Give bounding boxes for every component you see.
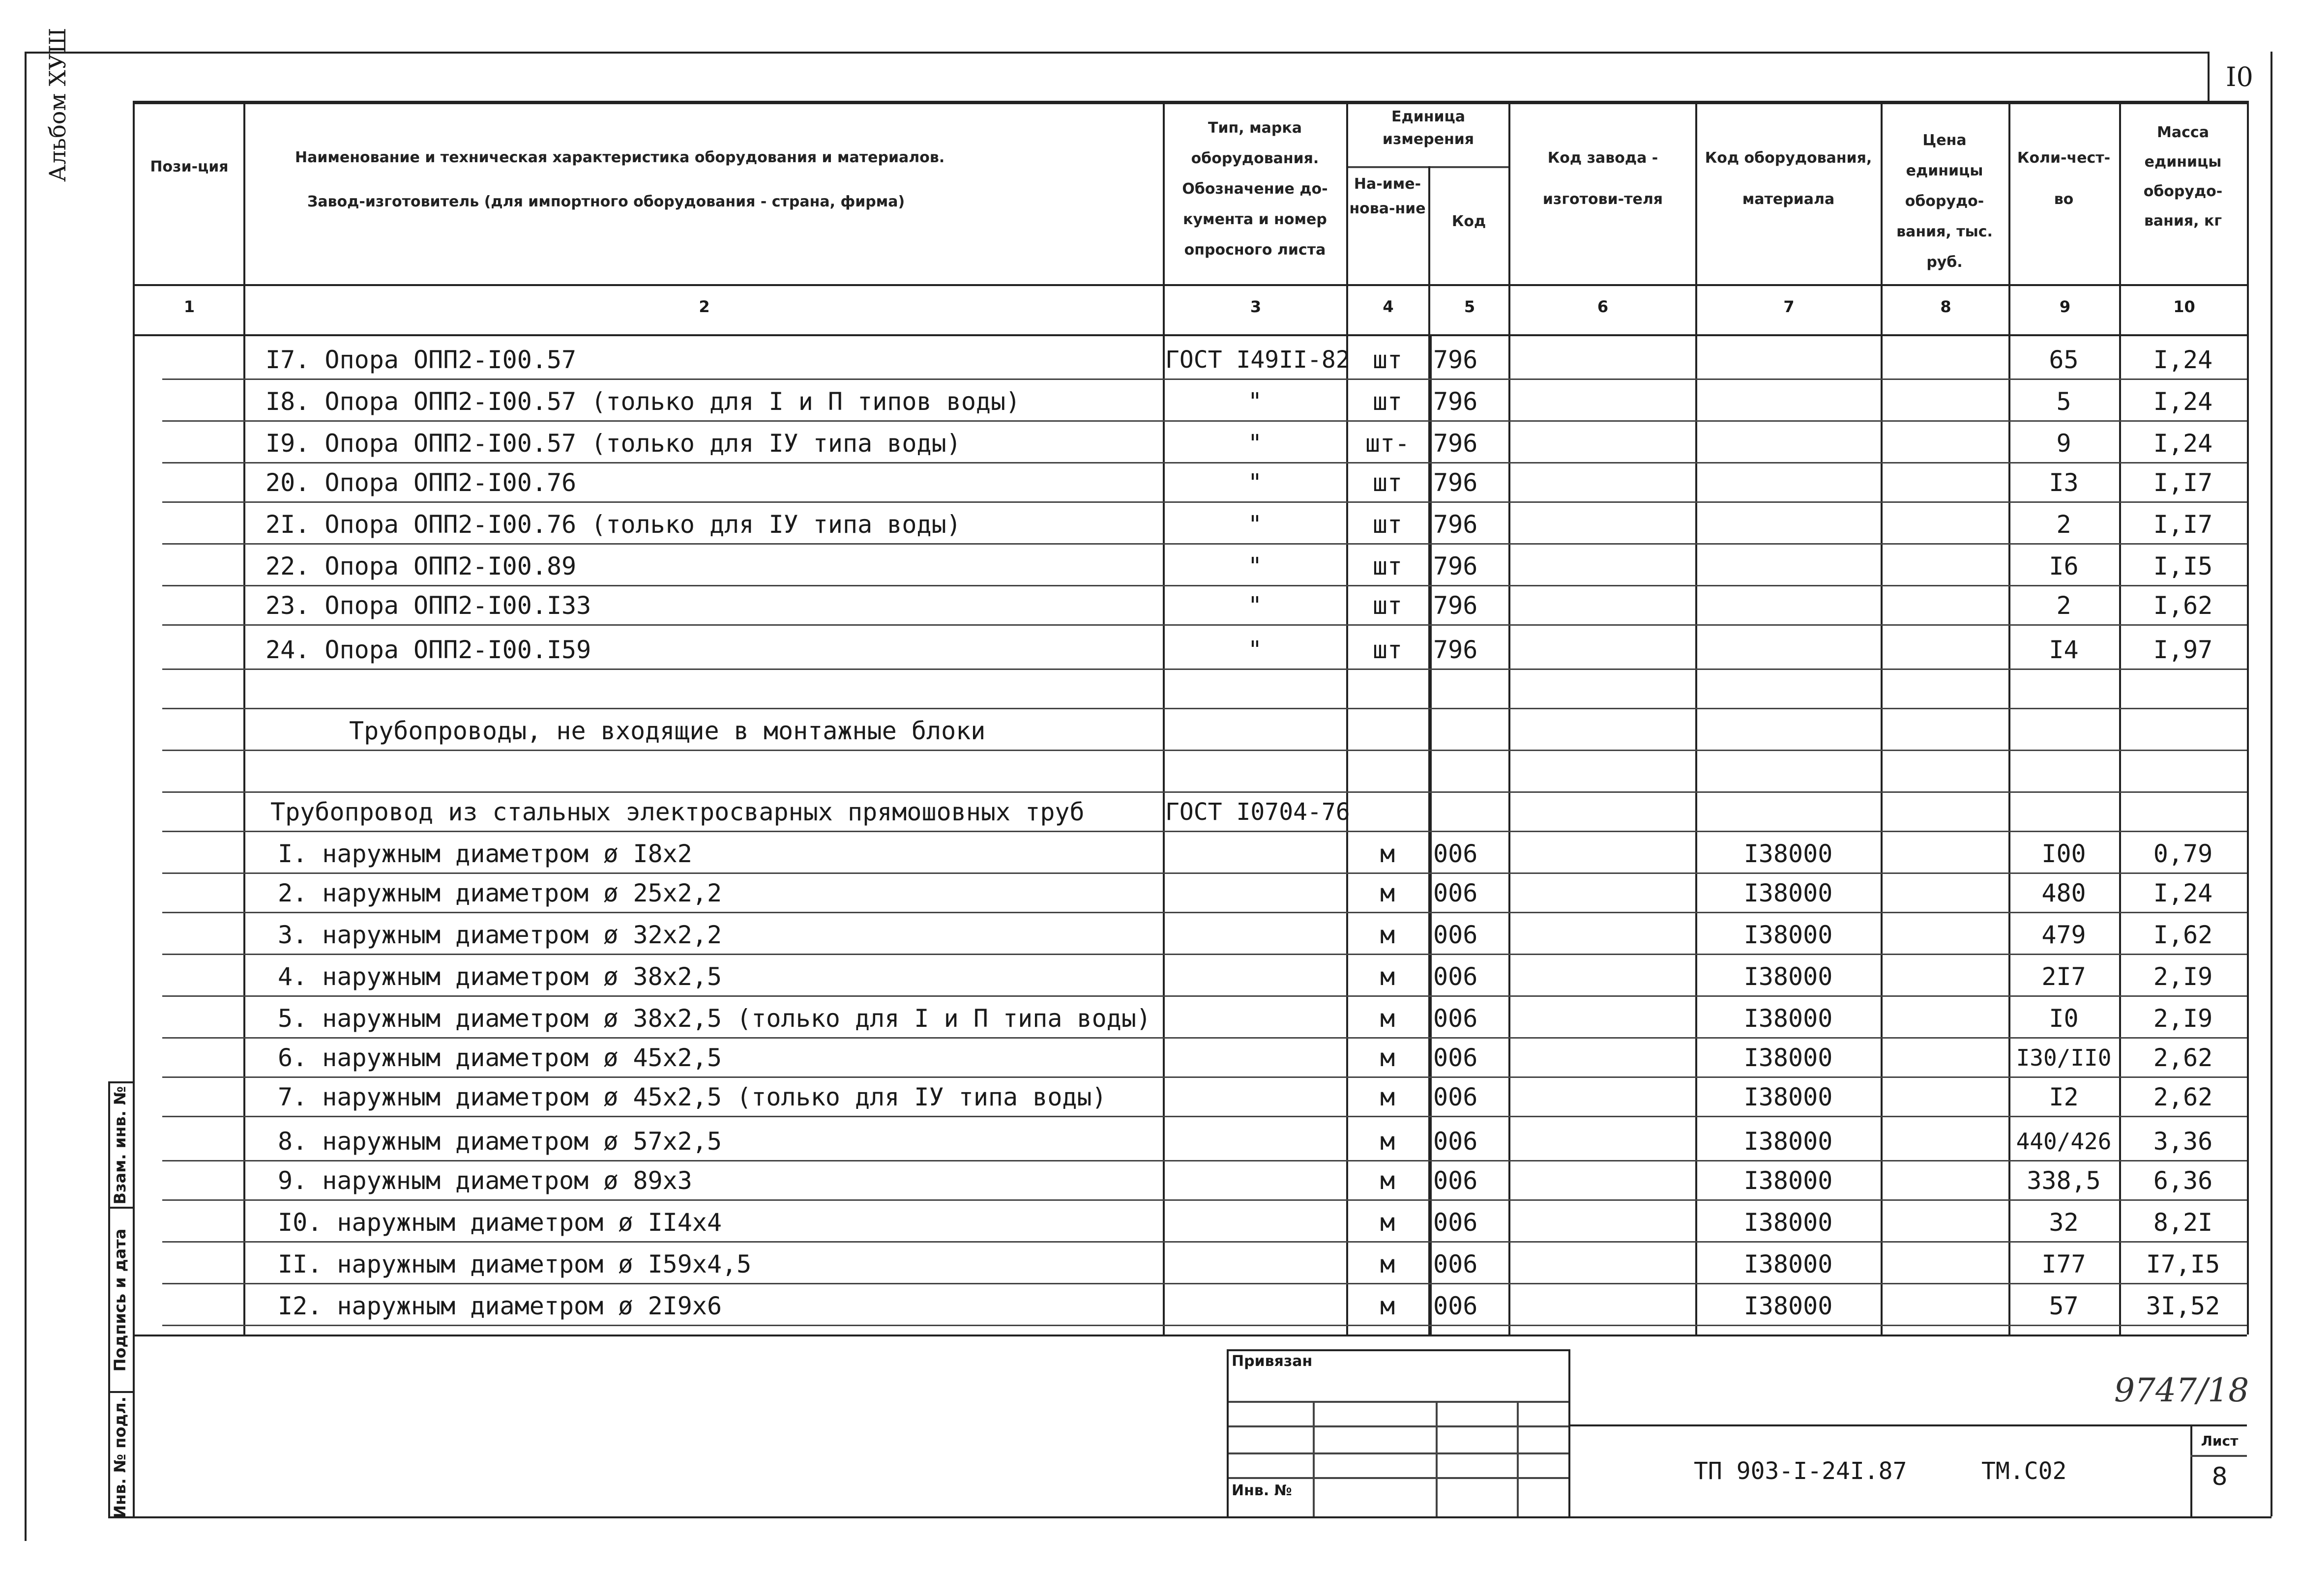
cell-name: I0. наружным диаметром ø II4x4 bbox=[278, 1208, 722, 1237]
row-divider bbox=[162, 995, 2247, 997]
tb-sheet-line bbox=[2190, 1455, 2247, 1457]
cell-code: 006 bbox=[1433, 1292, 1478, 1320]
col-line-9 bbox=[2119, 101, 2121, 1335]
cell-code: 006 bbox=[1433, 962, 1478, 991]
cell-qty: 65 bbox=[2049, 346, 2079, 374]
hdr-mass: Масса единицы оборудо-вания, кг bbox=[2143, 124, 2223, 230]
cell-equip: I38000 bbox=[1743, 962, 1833, 991]
cell-mass: 3I,52 bbox=[2146, 1292, 2220, 1320]
tb-v0 bbox=[1227, 1349, 1229, 1516]
cell-qty: 9 bbox=[2056, 429, 2071, 458]
cell-qty: I2 bbox=[2049, 1083, 2079, 1111]
cell-qty: 57 bbox=[2049, 1292, 2079, 1320]
row-divider bbox=[162, 1116, 2247, 1117]
row-divider bbox=[162, 668, 2247, 670]
cell-name: 2I. Опора ОПП2-I00.76 (только для IУ типа воды) bbox=[265, 510, 961, 539]
cell-unit: м bbox=[1380, 1250, 1395, 1278]
cell-doc: " bbox=[1248, 592, 1262, 619]
cell-equip: I38000 bbox=[1743, 1083, 1833, 1111]
cell-equip: I38000 bbox=[1743, 1044, 1833, 1072]
col-num-9: 9 bbox=[2059, 297, 2071, 316]
row-divider bbox=[162, 462, 2247, 464]
cell-mass: I,97 bbox=[2153, 636, 2213, 664]
cell-code: 796 bbox=[1433, 429, 1478, 458]
sidebar-vzam: Взам. инв. № bbox=[111, 1086, 129, 1205]
tb-h5 bbox=[1568, 1424, 2247, 1426]
row-divider bbox=[162, 378, 2247, 380]
col-line-2 bbox=[1163, 101, 1165, 1335]
cell-unit: м bbox=[1380, 1292, 1395, 1320]
cell-code: 006 bbox=[1433, 1166, 1478, 1195]
hdr-name-line2: Завод-изготовитель (для импортного оборудования - страна, фирма) bbox=[307, 193, 905, 210]
row-divider bbox=[162, 791, 2247, 793]
cell-mass: I,I5 bbox=[2153, 552, 2213, 580]
cell-unit: шт bbox=[1372, 510, 1403, 539]
hdr-unit-name: На-име-нова-ние bbox=[1349, 175, 1426, 217]
cell-unit: шт bbox=[1372, 387, 1403, 416]
stamp-sheet-no: 8 bbox=[2212, 1462, 2228, 1491]
cell-qty: 440/426 bbox=[2016, 1128, 2112, 1155]
stamp-bound: Привязан bbox=[1232, 1353, 1313, 1370]
col-num-5: 5 bbox=[1464, 297, 1475, 316]
cell-equip: I38000 bbox=[1743, 840, 1833, 868]
hdr-unit-code: Код bbox=[1451, 213, 1486, 230]
header-bottom bbox=[133, 284, 2247, 286]
cell-code: 796 bbox=[1433, 510, 1478, 539]
cell-unit: м bbox=[1380, 921, 1395, 949]
cell-mass: I,24 bbox=[2153, 387, 2213, 416]
album-label: Альбом ХУШ bbox=[44, 28, 71, 182]
unit-sub-line bbox=[1346, 166, 1508, 168]
row-divider bbox=[162, 1076, 2247, 1078]
cell-equip: I38000 bbox=[1743, 921, 1833, 949]
sidebar-bottom bbox=[108, 1516, 2271, 1518]
row-divider bbox=[162, 1037, 2247, 1039]
frame-left bbox=[25, 52, 27, 1541]
cell-code: 006 bbox=[1433, 1083, 1478, 1111]
cell-mass: 2,I9 bbox=[2153, 1004, 2213, 1033]
page-number: I0 bbox=[2226, 61, 2253, 92]
cell-mass: 2,I9 bbox=[2153, 962, 2213, 991]
cell-name: I2. наружным диаметром ø 2I9x6 bbox=[278, 1292, 722, 1320]
col-line-8 bbox=[2008, 101, 2010, 1335]
cell-code: 006 bbox=[1433, 1127, 1478, 1156]
cell-doc: " bbox=[1248, 388, 1262, 415]
col-num-6: 6 bbox=[1597, 297, 1609, 316]
tb-v1 bbox=[1313, 1401, 1315, 1516]
cell-doc: " bbox=[1248, 552, 1262, 580]
col-line-10 bbox=[2247, 101, 2249, 1335]
cell-equip: I38000 bbox=[1743, 1208, 1833, 1237]
cell-equip: I38000 bbox=[1743, 1004, 1833, 1033]
cell-mass: I,24 bbox=[2153, 346, 2213, 374]
cell-equip: I38000 bbox=[1743, 879, 1833, 907]
cell-name: 7. наружным диаметром ø 45x2,5 (только для IУ типа воды) bbox=[278, 1083, 1107, 1111]
hdr-equip-code: Код оборудования, материала bbox=[1705, 149, 1872, 208]
hdr-qty: Коли-чест-во bbox=[2017, 149, 2111, 208]
tb-v5 bbox=[2190, 1424, 2192, 1516]
cell-mass: 6,36 bbox=[2153, 1166, 2213, 1195]
cell-qty: I77 bbox=[2041, 1250, 2086, 1278]
cell-mass: I,62 bbox=[2153, 921, 2213, 949]
cell-unit: м bbox=[1380, 879, 1395, 907]
row-divider bbox=[162, 501, 2247, 503]
cell-mass: 2,62 bbox=[2153, 1083, 2213, 1111]
cell-qty: 338,5 bbox=[2027, 1166, 2101, 1195]
cell-doc: " bbox=[1248, 511, 1262, 538]
hdr-factory-code: Код завода - изготови-теля bbox=[1542, 149, 1663, 208]
cell-unit: м bbox=[1380, 1004, 1395, 1033]
col-num-7: 7 bbox=[1783, 297, 1795, 316]
cell-qty: 479 bbox=[2041, 921, 2086, 949]
cell-unit: м bbox=[1380, 1166, 1395, 1195]
cell-name: I9. Опора ОПП2-I00.57 (только для IУ типа воды) bbox=[265, 429, 961, 458]
stamp-doc-code: ТП 903-I-24I.87 bbox=[1694, 1457, 1907, 1485]
numbers-bottom bbox=[133, 334, 2247, 336]
cell-name: I. наружным диаметром ø I8x2 bbox=[278, 840, 692, 868]
cell-unit: шт bbox=[1372, 552, 1403, 580]
cell-unit: м bbox=[1380, 840, 1395, 868]
cell-mass: 2,62 bbox=[2153, 1044, 2213, 1072]
row-divider bbox=[162, 1283, 2247, 1284]
cell-name: 20. Опора ОПП2-I00.76 bbox=[265, 468, 577, 497]
tb-v4 bbox=[1568, 1349, 1570, 1516]
hdr-position-text: Пози-ция bbox=[150, 158, 229, 175]
hdr-price: Цена единицы оборудо-вания, тыс. руб. bbox=[1896, 132, 1993, 271]
row-divider bbox=[162, 420, 2247, 422]
cell-unit: шт bbox=[1372, 591, 1403, 620]
row-divider bbox=[162, 624, 2247, 626]
cell-qty: I4 bbox=[2049, 636, 2079, 664]
cell-code: 006 bbox=[1433, 879, 1478, 907]
cell-unit: м bbox=[1380, 1044, 1395, 1072]
cell-name: 24. Опора ОПП2-I00.I59 bbox=[265, 636, 591, 664]
cell-equip: I38000 bbox=[1743, 1166, 1833, 1195]
cell-name: 8. наружным диаметром ø 57x2,5 bbox=[278, 1127, 722, 1156]
row-divider bbox=[162, 543, 2247, 545]
left-stamp-line-left bbox=[108, 1081, 110, 1516]
cell-qty: 2 bbox=[2056, 591, 2071, 620]
cell-code: 796 bbox=[1433, 552, 1478, 580]
hdr-name-line1: Наименование и техническая характеристика оборудования и материалов. bbox=[295, 149, 945, 166]
col-num-1: 1 bbox=[183, 297, 195, 316]
cell-mass: 8,2I bbox=[2153, 1208, 2213, 1237]
cell-code: 006 bbox=[1433, 921, 1478, 949]
cell-code: 006 bbox=[1433, 1044, 1478, 1072]
cell-mass: I,24 bbox=[2153, 429, 2213, 458]
frame-top bbox=[25, 52, 2208, 54]
row-divider bbox=[162, 831, 2247, 832]
row-divider bbox=[162, 585, 2247, 586]
cell-name: 2. наружным диаметром ø 25x2,2 bbox=[278, 879, 722, 907]
hdr-type: Тип, марка оборудования. Обозначение до-кумента и номер опросного листа bbox=[1182, 119, 1328, 259]
cell-name: Трубопровод из стальных электросварных прямошовных труб bbox=[270, 798, 1085, 826]
cell-mass: I,24 bbox=[2153, 879, 2213, 907]
stamp-handwritten: 9747/18 bbox=[2114, 1371, 2249, 1409]
cell-code: 006 bbox=[1433, 1208, 1478, 1237]
cell-equip: I38000 bbox=[1743, 1292, 1833, 1320]
cell-qty: 2I7 bbox=[2041, 962, 2086, 991]
tb-v2 bbox=[1436, 1401, 1438, 1516]
row-divider bbox=[162, 912, 2247, 913]
cell-mass: 3,36 bbox=[2153, 1127, 2213, 1156]
cell-equip: I38000 bbox=[1743, 1127, 1833, 1156]
cell-unit: м bbox=[1380, 1127, 1395, 1156]
cell-name: 3. наружным диаметром ø 32x2,2 bbox=[278, 921, 722, 949]
row-divider bbox=[162, 750, 2247, 751]
stamp-sheet-label: Лист bbox=[2201, 1433, 2239, 1449]
cell-qty: I00 bbox=[2041, 840, 2086, 868]
pagebox-left bbox=[2208, 52, 2210, 101]
cell-name: 6. наружным диаметром ø 45x2,5 bbox=[278, 1044, 722, 1072]
cell-name: I7. Опора ОПП2-I00.57 bbox=[265, 346, 577, 374]
row-divider bbox=[162, 708, 2247, 709]
cell-qty: I30/II0 bbox=[2016, 1045, 2112, 1071]
cell-name: 5. наружным диаметром ø 38x2,5 (только для I и П типа воды) bbox=[278, 1004, 1151, 1033]
hdr-unit-group: Единица измерения bbox=[1382, 108, 1474, 148]
row-divider bbox=[162, 872, 2247, 874]
table-top bbox=[133, 101, 2247, 104]
cell-code: 796 bbox=[1433, 387, 1478, 416]
cell-code: 006 bbox=[1433, 840, 1478, 868]
cell-mass: I,I7 bbox=[2153, 510, 2213, 539]
row-divider bbox=[162, 954, 2247, 955]
col-num-2: 2 bbox=[699, 297, 710, 316]
row-divider bbox=[162, 1160, 2247, 1161]
cell-doc: " bbox=[1248, 430, 1262, 457]
cell-name: II. наружным диаметром ø I59x4,5 bbox=[278, 1250, 752, 1278]
col-line-7 bbox=[1881, 101, 1883, 1335]
row-divider bbox=[162, 1325, 2247, 1326]
cell-code: 796 bbox=[1433, 591, 1478, 620]
cell-doc: ГОСТ I0704-76 bbox=[1165, 798, 1350, 826]
frame-right bbox=[2271, 52, 2272, 1516]
cell-mass: 0,79 bbox=[2153, 840, 2213, 868]
cell-doc: " bbox=[1248, 469, 1262, 496]
row-divider bbox=[162, 1241, 2247, 1243]
stamp-inv-no: Инв. № bbox=[1232, 1482, 1292, 1499]
tb-top bbox=[1227, 1349, 1568, 1351]
col-num-3: 3 bbox=[1250, 297, 1262, 316]
cell-doc: " bbox=[1248, 636, 1262, 664]
cell-mass: I,62 bbox=[2153, 591, 2213, 620]
cell-name: I8. Опора ОПП2-I00.57 (только для I и П типов воды) bbox=[265, 387, 1021, 416]
cell-qty: 480 bbox=[2041, 879, 2086, 907]
cell-unit: шт bbox=[1372, 636, 1403, 664]
table-bottom bbox=[133, 1335, 2247, 1336]
cell-name: 22. Опора ОПП2-I00.89 bbox=[265, 552, 577, 580]
cell-qty: I3 bbox=[2049, 468, 2079, 497]
cell-qty: I0 bbox=[2049, 1004, 2079, 1033]
cell-code: 006 bbox=[1433, 1004, 1478, 1033]
cell-qty: 5 bbox=[2056, 387, 2071, 416]
cell-code: 796 bbox=[1433, 346, 1478, 374]
cell-unit: шт bbox=[1372, 346, 1403, 374]
stamp-sheet-code: ТМ.С02 bbox=[1981, 1457, 2067, 1485]
col-num-4: 4 bbox=[1383, 297, 1394, 316]
cell-qty: I6 bbox=[2049, 552, 2079, 580]
cell-qty: 32 bbox=[2049, 1208, 2079, 1237]
cell-equip: I38000 bbox=[1743, 1250, 1833, 1278]
cell-doc: ГОСТ I49II-82 bbox=[1165, 346, 1350, 374]
hdr-position bbox=[135, 147, 243, 187]
sidebar-sign: Подпись и дата bbox=[111, 1228, 129, 1372]
col-num-8: 8 bbox=[1940, 297, 1951, 316]
cell-code: 796 bbox=[1433, 636, 1478, 664]
cell-mass: I7,I5 bbox=[2146, 1250, 2220, 1278]
sidebar-inv-podl: Инв. № подл. bbox=[111, 1396, 129, 1518]
cell-name: 23. Опора ОПП2-I00.I33 bbox=[265, 591, 591, 620]
cell-unit: шт bbox=[1372, 468, 1403, 497]
cell-unit: м bbox=[1380, 1208, 1395, 1237]
col-num-10: 10 bbox=[2173, 297, 2195, 316]
cell-code: 006 bbox=[1433, 1250, 1478, 1278]
cell-unit: м bbox=[1380, 962, 1395, 991]
col-line-0 bbox=[133, 101, 135, 1516]
tb-v3 bbox=[1517, 1401, 1519, 1516]
cell-qty: 2 bbox=[2056, 510, 2071, 539]
col-line-5 bbox=[1508, 101, 1510, 1335]
cell-code: 796 bbox=[1433, 468, 1478, 497]
cell-unit: м bbox=[1380, 1083, 1395, 1111]
cell-name: 9. наружным диаметром ø 89x3 bbox=[278, 1166, 692, 1195]
cell-unit: шт- bbox=[1365, 429, 1410, 458]
cell-mass: I,I7 bbox=[2153, 468, 2213, 497]
col-line-4b bbox=[1428, 334, 1432, 1335]
cell-name: 4. наружным диаметром ø 38x2,5 bbox=[278, 962, 722, 991]
cell-name: Трубопроводы, не входящие в монтажные блоки bbox=[349, 717, 986, 745]
col-line-1 bbox=[243, 101, 245, 1335]
row-divider bbox=[162, 1199, 2247, 1201]
